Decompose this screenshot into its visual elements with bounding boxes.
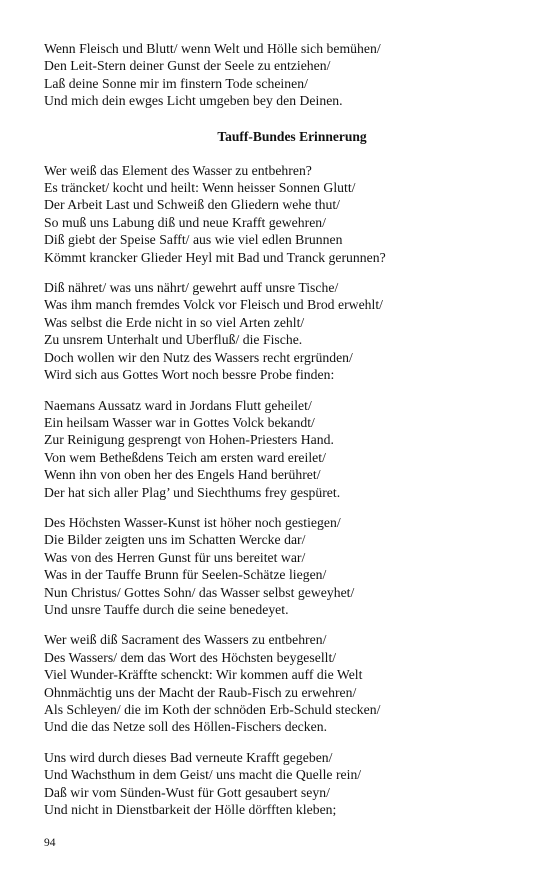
poem-line: Von wem Betheßdens Teich am ersten ward ereilet/ <box>44 449 326 465</box>
poem-line: Der hat sich aller Plag’ und Siechthums frey gespüret. <box>44 484 341 500</box>
poem-line: Zu unsrem Unterhalt und Uberfluß/ die Fische. <box>44 332 303 348</box>
poem-line: Und unsre Tauffe durch die seine benedeyet. <box>44 601 289 617</box>
poem-line: Ein heilsam Wasser war in Gottes Volck bekandt/ <box>44 414 315 430</box>
poem-line: Wenn Fleisch und Blutt/ wenn Welt und Hölle sich bemühen/ <box>44 41 381 56</box>
stanza-6 <box>44 749 514 819</box>
stanza-2 <box>44 279 514 383</box>
poem-line: Laß deine Sonne mir im finstern Tode scheinen/ <box>44 75 308 91</box>
poem-line: Als Schleyen/ die im Koth der schnöden Erb-Schuld stecken/ <box>44 702 381 717</box>
poem-page <box>44 40 514 831</box>
poem-line: Was selbst die Erde nicht in so viel Arten zehlt/ <box>44 314 305 330</box>
poem-line: Ohnmächtig uns der Macht der Raub-Fisch zu erwehren/ <box>44 684 357 700</box>
poem-line: Und Wachsthum in dem Geist/ uns macht die Quelle rein/ <box>44 767 362 783</box>
stanza-3 <box>44 397 514 501</box>
poem-line: Doch wollen wir den Nutz des Wassers recht ergründen/ <box>44 349 353 365</box>
intro-stanza <box>44 40 514 110</box>
poem-line: Was ihm manch fremdes Volck vor Fleisch und Brod erwehlt/ <box>44 297 383 313</box>
poem-line: Der Arbeit Last und Schweiß den Gliedern wehe thut/ <box>44 197 340 213</box>
stanza-4 <box>44 514 514 618</box>
poem-title: Tauff-Bundes Erinnerung <box>217 128 367 144</box>
poem-line: Daß wir vom Sünden-Wust für Gott gesaubert seyn/ <box>44 784 330 800</box>
poem-line: Was in der Tauffe Brunn für Seelen-Schätze liegen/ <box>44 567 327 583</box>
poem-line: Und die das Netze soll des Höllen-Fischers decken. <box>44 719 328 735</box>
poem-line: Uns wird durch dieses Bad verneute Krafft gegeben/ <box>44 749 333 765</box>
poem-line: Den Leit-Stern deiner Gunst der Seele zu entziehen/ <box>44 58 331 74</box>
poem-line: Viel Wunder-Kräffte schenckt: Wir kommen auff die Welt <box>44 667 363 683</box>
poem-line: Wenn ihn von oben her des Engels Hand berühret/ <box>44 467 321 483</box>
poem-line: Was von des Herren Gunst für uns bereitet war/ <box>44 549 306 565</box>
poem-line: Und mich dein ewges Licht umgeben bey den Deinen. <box>44 93 343 109</box>
poem-line: Wird sich aus Gottes Wort noch bessre Probe finden: <box>44 367 335 383</box>
poem-line: Des Höchsten Wasser-Kunst ist höher noch gestiegen/ <box>44 514 341 530</box>
poem-line: Und nicht in Dienstbarkeit der Hölle dörfften kleben; <box>44 802 337 818</box>
poem-line: Kömmt krancker Glieder Heyl mit Bad und Tranck gerunnen? <box>44 249 386 265</box>
stanza-5 <box>44 631 514 735</box>
poem-line: Diß nähret/ was uns nährt/ gewehrt auff unsre Tische/ <box>44 280 339 296</box>
poem-line: Wer weiß diß Sacrament des Wassers zu entbehren/ <box>44 632 327 648</box>
page-number: 94 <box>44 837 56 849</box>
stanza-1 <box>44 162 514 266</box>
poem-line: Die Bilder zeigten uns im Schatten Wercke dar/ <box>44 532 306 548</box>
poem-line: Zur Reinigung gesprengt von Hohen-Priesters Hand. <box>44 432 334 448</box>
poem-line: So muß uns Labung diß und neue Krafft gewehren/ <box>44 214 326 230</box>
poem-line: Des Wassers/ dem das Wort des Höchsten beygesellt/ <box>44 649 337 665</box>
poem-line: Es träncket/ kocht und heilt: Wenn heisser Sonnen Glutt/ <box>44 180 356 196</box>
poem-line: Naemans Aussatz ward in Jordans Flutt geheilet/ <box>44 397 312 413</box>
poem-line: Nun Christus/ Gottes Sohn/ das Wasser selbst geweyhet/ <box>44 584 355 600</box>
poem-line: Wer weiß das Element des Wasser zu entbehren? <box>44 162 312 178</box>
poem-line: Diß giebt der Speise Safft/ aus wie viel edlen Brunnen <box>44 232 343 248</box>
